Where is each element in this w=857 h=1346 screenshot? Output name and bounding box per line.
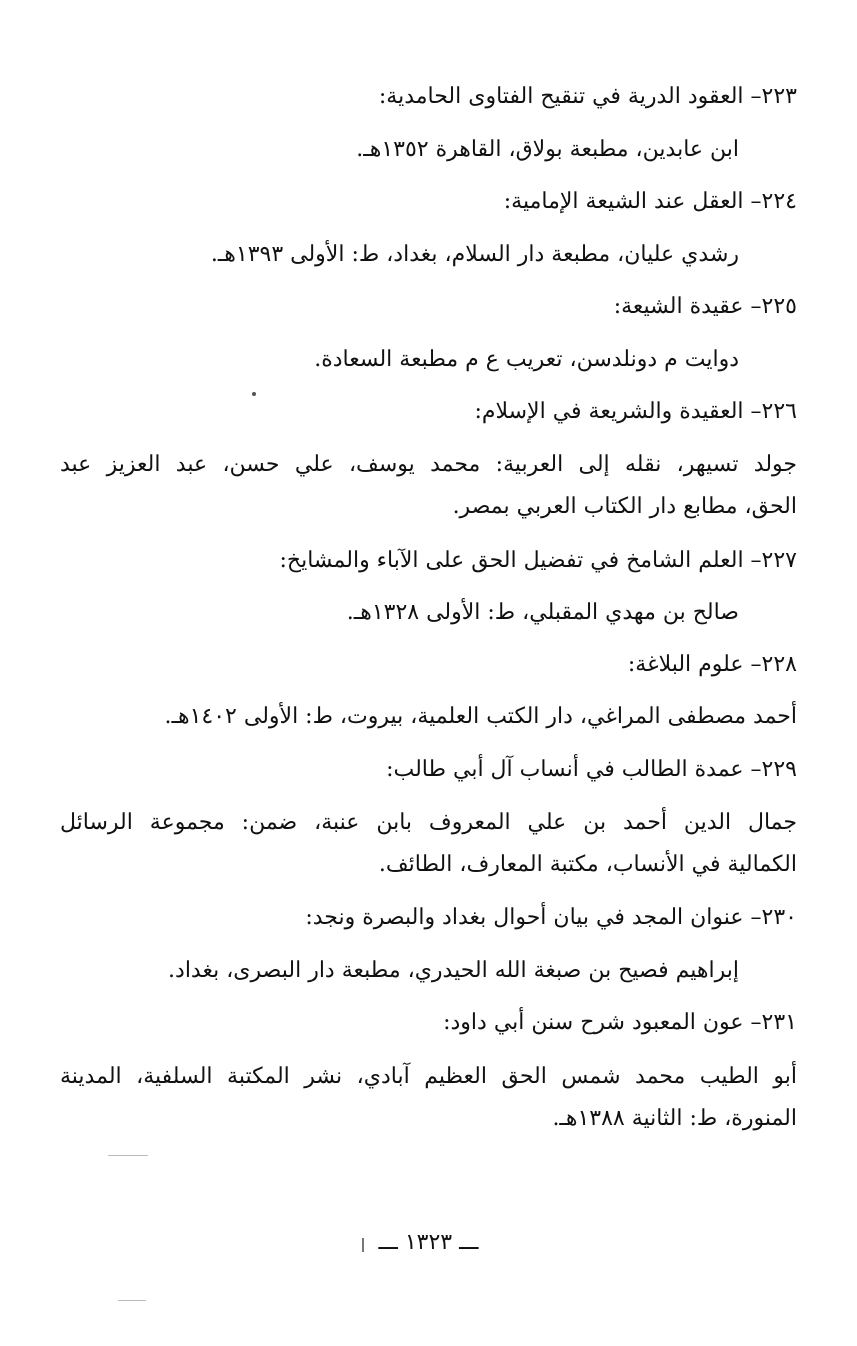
- entry-title: ٢٣٠– عنوان المجد في بيان أحوال بغداد والبصرة ونجد:: [305, 905, 797, 930]
- entry-detail: جمال الدين أحمد بن علي المعروف بابن عنبة، ضمن: مجموعة الرسائل: [60, 810, 797, 835]
- scan-mark: [118, 1300, 146, 1301]
- entry-title: ٢٢٤– العقل عند الشيعة الإمامية:: [503, 189, 797, 214]
- entry-title: ٢٢٧– العلم الشامخ في تفضيل الحق على الآباء والمشايخ:: [279, 548, 797, 573]
- entry-detail: إبراهيم فصيح بن صبغة الله الحيدري، مطبعة دار البصرى، بغداد.: [168, 958, 739, 983]
- entry-title: ٢٢٨– علوم البلاغة:: [627, 652, 797, 677]
- entry-title: ٢٢٥– عقيدة الشيعة:: [613, 294, 797, 319]
- scan-mark: [108, 1155, 148, 1156]
- entry-detail: جولد تسيهر، نقله إلى العربية: محمد يوسف، علي حسن، عبد العزيز عبد: [60, 452, 797, 477]
- entry-detail: أبو الطيب محمد شمس الحق العظيم آبادي، نشر المكتبة السلفية، المدينة: [60, 1064, 797, 1089]
- entry-detail: صالح بن مهدي المقبلي، ط: الأولى ١٣٢٨هـ.: [346, 600, 739, 625]
- page-number: ـــ ١٣٢٣ ـــ: [378, 1230, 479, 1255]
- entry-title: ٢٢٦– العقيدة والشريعة في الإسلام:: [474, 399, 797, 424]
- entry-detail-continued: المنورة، ط: الثانية ١٣٨٨هـ.: [552, 1106, 797, 1131]
- entry-detail: دوايت م دونلدسن، تعريب ع م مطبعة السعادة.: [314, 347, 739, 372]
- entry-title: ٢٣١– عون المعبود شرح سنن أبي داود:: [443, 1010, 797, 1035]
- scan-mark: [362, 1238, 364, 1252]
- entry-detail: ابن عابدين، مطبعة بولاق، القاهرة ١٣٥٢هـ.: [356, 137, 739, 162]
- entry-detail: أحمد مصطفى المراغي، دار الكتب العلمية، بيروت، ط: الأولى ١٤٠٢هـ.: [164, 704, 797, 729]
- scan-speck: [252, 392, 256, 396]
- entry-detail-continued: الحق، مطابع دار الكتاب العربي بمصر.: [452, 494, 797, 519]
- entry-detail-continued: الكمالية في الأنساب، مكتبة المعارف، الطائف.: [378, 852, 797, 877]
- entry-title: ٢٢٩– عمدة الطالب في أنساب آل أبي طالب:: [386, 757, 797, 782]
- entry-title: ٢٢٣– العقود الدرية في تنقيح الفتاوى الحامدية:: [378, 84, 797, 109]
- entry-detail: رشدي عليان، مطبعة دار السلام، بغداد، ط: الأولى ١٣٩٣هـ.: [210, 242, 739, 267]
